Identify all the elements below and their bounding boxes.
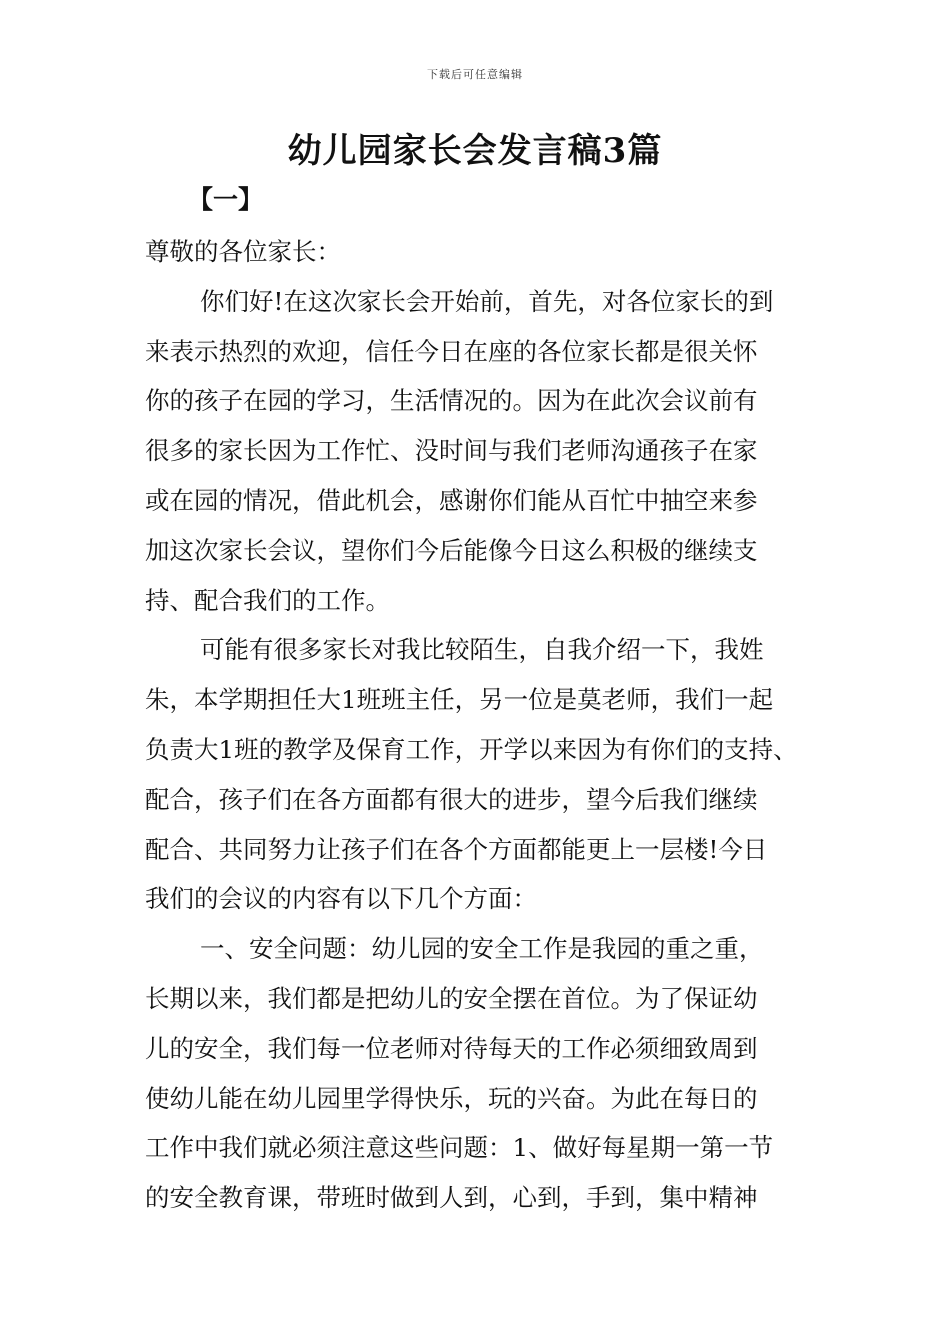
paragraph-line: 或在园的情况，借此机会，感谢你们能从百忙中抽空来参: [145, 485, 758, 515]
paragraph-line: 你的孩子在园的学习，生活情况的。因为在此次会议前有: [145, 386, 758, 416]
paragraph-3: [145, 924, 825, 1223]
salutation: 尊敬的各位家长：: [145, 237, 341, 266]
document-title: 幼儿园家长会发言稿3篇: [287, 131, 663, 171]
paragraph-line: 的安全教育课，带班时做到人到，心到，手到，集中精神: [145, 1183, 758, 1213]
paragraph-line: 工作中我们就必须注意这些问题：1、做好每星期一第一节: [145, 1133, 774, 1163]
paragraph-line: 一、安全问题：幼儿园的安全工作是我园的重之重，: [200, 934, 764, 964]
paragraph-line: 长期以来，我们都是把幼儿的安全摆在首位。为了保证幼: [145, 983, 758, 1013]
paragraph-line: 来表示热烈的欢迎，信任今日在座的各位家长都是很关怀: [145, 336, 758, 366]
paragraph-line: 朱，本学期担任大1班班主任，另一位是莫老师，我们一起: [145, 685, 774, 715]
paragraph-line: 加这次家长会议，望你们今后能像今日这么积极的继续支: [145, 535, 758, 565]
paragraph-line: 你们好!在这次家长会开始前，首先，对各位家长的到: [200, 286, 774, 316]
header-note: 下载后可任意编辑: [427, 68, 523, 81]
paragraph-line: 配合，孩子们在各方面都有很大的进步，望今后我们继续: [145, 784, 758, 814]
paragraph-line: 配合、共同努力让孩子们在各个方面都能更上一层楼!今日: [145, 834, 768, 864]
paragraph-line: 可能有很多家长对我比较陌生，自我介绍一下，我姓: [200, 635, 764, 665]
paragraph-line: 我们的会议的内容有以下几个方面：: [145, 884, 537, 914]
paragraph-2: [145, 625, 825, 924]
section-label: 【一】: [188, 185, 264, 214]
document-body: [145, 227, 825, 1223]
paragraph-line: 持、配合我们的工作。: [145, 585, 390, 615]
paragraph-line: 儿的安全，我们每一位老师对待每天的工作必须细致周到: [145, 1033, 758, 1063]
paragraph-line: 负责大1班的教学及保育工作，开学以来因为有你们的支持、: [145, 734, 798, 764]
paragraph-line: 很多的家长因为工作忙、没时间与我们老师沟通孩子在家: [145, 436, 758, 466]
paragraph-1: [145, 277, 825, 626]
paragraph-line: 使幼儿能在幼儿园里学得快乐，玩的兴奋。为此在每日的: [145, 1083, 758, 1113]
